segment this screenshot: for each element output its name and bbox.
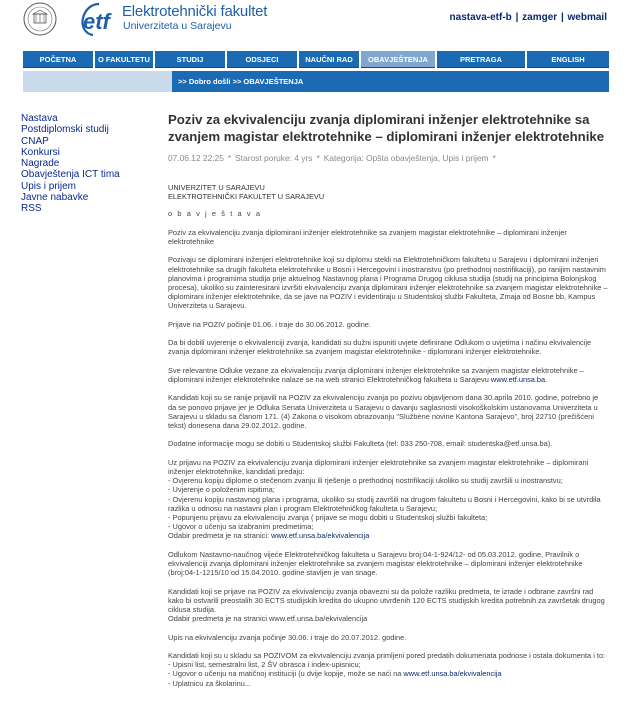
sidebar-item-nastava[interactable]: Nastava <box>21 113 58 124</box>
list-item: - Ugovor o učenju sa izabranim predmetima; <box>168 522 314 532</box>
article <box>168 112 608 697</box>
article-body <box>168 183 608 688</box>
breadcrumb-bar <box>23 71 609 92</box>
nav-pocetna[interactable]: POČETNA <box>23 51 93 68</box>
paragraph-7: Dodatne informacije mogu se dobiti u Studentskoj službi Fakulteta (tel: 033 250-708, email: studentska@etf.unsa.ba). <box>168 439 553 449</box>
paragraph-2: Pozivaju se diplomirani inženjeri elektrotehnike koji su diplomu stekli na Elektrotehničkom fakultetu u Sarajevu i diplomirani inženjeri elektrotehnike sa drugih fakulteta elektrotehnike u Bosni i Hercegovini i inostranstvu (po prethodnoj nostrifikaciji), po ranijim nastavnim planovima i programima studija prije aktuelnog Nastavnog plana i Programa Drugog ciklusa studija (studij na principima Bolonjskog procesa), ukoliko su zainteresirani izvršiti ekvivalenciju zvanja diplomirani inženjer elektrotehnike sa zvanjem magistar elektrotehnike – diplomirani inženjer elektrotehnike, da se jave na POZIV i evidentiraju u Studentskoj službi Fakulteta, Zmaja od Bosne bb, Kampus Univerziteta u Sarajevu. <box>168 255 608 311</box>
org-line-2: ELEKTROTEHNIČKI FAKULTET U SARAJEVU <box>168 192 325 202</box>
sidebar <box>21 113 151 215</box>
nav-pretraga[interactable]: PRETRAGA <box>437 51 525 68</box>
article-title: Poziv za ekvivalenciju zvanja diplomirani inženjer elektrotehnike sa zvanjem magistar elektrotehnike – diplomirani inženjer elektrotehnike <box>168 112 605 144</box>
meta-date: 07.06.12 22:25 <box>168 153 224 163</box>
paragraph-6: Kandidati koji su se ranije prijavili na POZIV za ekvivalenciju zvanja po pozivu objavljenom dana 30.aprila 2010. godine, potrebno je da se ponovo prijave jer je Odluka Senata Univerziteta u Sarajevu o davanju saglasnosti visokoškolskim ustanovama Univerziteta u Sarajevu u skladu sa članom 171. (4) Zakona o visokom obrazovanju "Službene novine Kantona Sarajevo", broj 22710 (prečišćeni tekst) donesena dana 29.02.2012. godine. <box>168 393 599 430</box>
article-meta: 07.06.12 22:25 * Starost poruke: 4 yrs * Kategorija: Opšta obavještenja, Upis i prijem * <box>168 153 496 163</box>
list-item: - Ovjerenu kopiju nastavnog plana i programa, ukoliko su studij završili na drugom fakultetu u Bosni i Hercegovini, kako bi se utvrdila razlika u odnosu na nastavni plan i program Elektrotehničkog fakulteta u Sarajevu; <box>168 494 601 513</box>
paragraph-10 <box>168 587 608 624</box>
paragraph-10-text: Kandidati koji se prijave na POZIV za ekvivalenciju zvanja obavezni su da polože razliku predmeta, te izrade i odbrane završni rad kako bi ostvarili preostalih 30 ECTS studijskih kredita do ukupno utvrđenih 120 ECTS studijskih kredita potrebnih za završetak drugog ciklusa studija. <box>168 586 605 614</box>
paragraph-4: Da bi dobili uvjerenje o ekvivalenciji zvanja, kandidati su dužni ispuniti uvjete definirane Odlukom o uvjetima i načinu ekvivalencije zvanja diplomirani inženjer elektrotehnike sa zvanjem magistar elektrotehnike - diplomirani inženjer elektrotehnike. <box>168 338 592 357</box>
top-links: nastava-etf-b | zamger | webmail <box>449 12 607 23</box>
paragraph-9: Odlukom Nastavno-naučnog vijeće Elektrotehničkog fakulteta u Sarajevu broj:04-1-924/12- od 05.03.2012. godine, Pravilnik o ekvivalenciji zvanja diplomirani inženjer elektrotehnike sa zvanjem magistar elektrotehnike – diplomirani inženjer elektrotehnike (broj:04-1-1215/10 od 15.04.2010. godine stavljen je van snage. <box>168 549 583 578</box>
sidebar-item-rss[interactable]: RSS <box>21 203 42 215</box>
university-seal-icon[interactable] <box>23 2 57 36</box>
paragraph-1: Poziv za ekvivalenciju zvanja diplomirani inženjer elektrotehnike sa zvanjem magistar elektrotehnike – diplomirani inženjer elektrotehnike <box>168 227 567 246</box>
nav-naucni-rad[interactable]: NAUČNI RAD <box>299 51 359 68</box>
faculty-title[interactable]: Elektrotehnički fakultet <box>122 3 268 20</box>
sidebar-item-konkursi[interactable]: Konkursi <box>21 146 60 158</box>
nav-o-fakultetu[interactable]: O FAKULTETU <box>95 51 153 68</box>
meta-category: Kategorija: Opšta obavještenja, Upis i prijem <box>323 153 489 163</box>
list-item: - Popunjenu prijavu za ekvivalenciju zvanja ( prijave se mogu dobiti u Studentskoj službi fakulteta; <box>168 512 488 522</box>
sidebar-item-upis[interactable]: Upis i prijem <box>21 180 77 192</box>
list-item: - Ugovor o učenju na matičnoj instituciji (u dvije kopije, može se naći na <box>168 669 402 679</box>
etf-website-link[interactable]: www.etf.unsa.ba. <box>490 374 548 384</box>
link-nastava-etf-b[interactable]: nastava-etf-b <box>449 12 512 23</box>
ekvivalencija-link-2[interactable]: www.etf.unsa.ba/ekvivalencija <box>403 669 502 679</box>
svg-text:etf: etf <box>83 9 110 34</box>
paragraph-11: Upis na ekvivalenciju zvanja počinje 30.06. i traje do 20.07.2012. godine. <box>168 632 407 642</box>
header <box>0 0 632 46</box>
sidebar-item-nagrade[interactable]: Nagrade <box>21 158 60 170</box>
paragraph-12-intro: Kandidati koji su u skladu sa POZIVOM za ekvivalenciju zvanja primljeni pored predatih dokumenata podnose i ostala dokumenta i to: <box>168 650 606 660</box>
paragraph-12 <box>168 651 608 688</box>
announce-label: o b a v j e š t a v a <box>168 209 262 219</box>
breadcrumb[interactable]: >> Dobro došli >> OBAVJEŠTENJA <box>172 71 609 92</box>
link-webmail[interactable]: webmail <box>567 12 607 23</box>
paragraph-8-tail: Odabir predmeta je na stranici: <box>168 531 270 541</box>
main-nav <box>23 51 609 68</box>
ekvivalencija-link[interactable]: www.etf.unsa.ba/ekvivalencija <box>271 531 370 541</box>
meta-age: Starost poruke: 4 yrs <box>235 153 313 163</box>
org-line-1: UNIVERZITET U SARAJEVU <box>168 183 265 192</box>
nav-obavjestenja[interactable]: OBAVJEŠTENJA <box>361 51 435 68</box>
sidebar-item-postdiplomski[interactable]: Postdiplomski studij <box>21 124 109 136</box>
nav-odsjeci[interactable]: ODSJECI <box>227 51 297 68</box>
paragraph-5 <box>168 366 608 384</box>
list-item: - Uvjerenje o položenim ispitima; <box>168 485 275 495</box>
sidebar-item-javne-nabavke[interactable]: Javne nabavke <box>21 192 89 204</box>
faculty-subtitle: Univerziteta u Sarajevu <box>123 20 232 32</box>
list-item: - Upisni list, semestralni list, 2 ŠV obrasca i index-upisnicu; <box>168 660 361 670</box>
etf-logo-icon[interactable] <box>77 2 119 38</box>
paragraph-8-intro: Uz prijavu na POZIV za ekvivalenciju zvanja diplomirani inženjer elektrotehnike sa zvanjem magistar elektrotehnike – diplomirani inženjer elektrotehnike, kandidati predaju: <box>168 457 589 476</box>
paragraph-5-text: Sve relevantne Odluke vezane za ekvivalenciju zvanja diplomirani inženjer elektrotehnike sa zvanjem magistar elektrotehnike – diplomirani inženjer elektrotehnike nalaze se na web stranici Elektrotehničkog fakulteta u Sarajevu <box>168 365 584 384</box>
paragraph-10-tail: Odabir predmeta je na stranici www.etf.unsa.ba/ekvivalencija <box>168 614 368 624</box>
list-item: - Ovjerenu kopiju diplome o stečenom zvanju ili rješenje o prethodnoj nostrifikaciji ukoliko su studij završili u inostranstvu; <box>168 476 563 486</box>
paragraph-8 <box>168 458 608 541</box>
nav-studij[interactable]: STUDIJ <box>155 51 225 68</box>
sidebar-item-cnap[interactable]: CNAP <box>21 135 49 147</box>
list-item: - Uplatnicu za školarinu... <box>168 678 251 688</box>
nav-english[interactable]: ENGLISH <box>527 51 609 68</box>
link-zamger[interactable]: zamger <box>522 12 558 23</box>
sidebar-item-ict[interactable]: Obavještenja ICT tima <box>21 169 120 181</box>
paragraph-3: Prijave na POZIV počinje 01.06. i traje do 30.06.2012. godine. <box>168 319 371 329</box>
